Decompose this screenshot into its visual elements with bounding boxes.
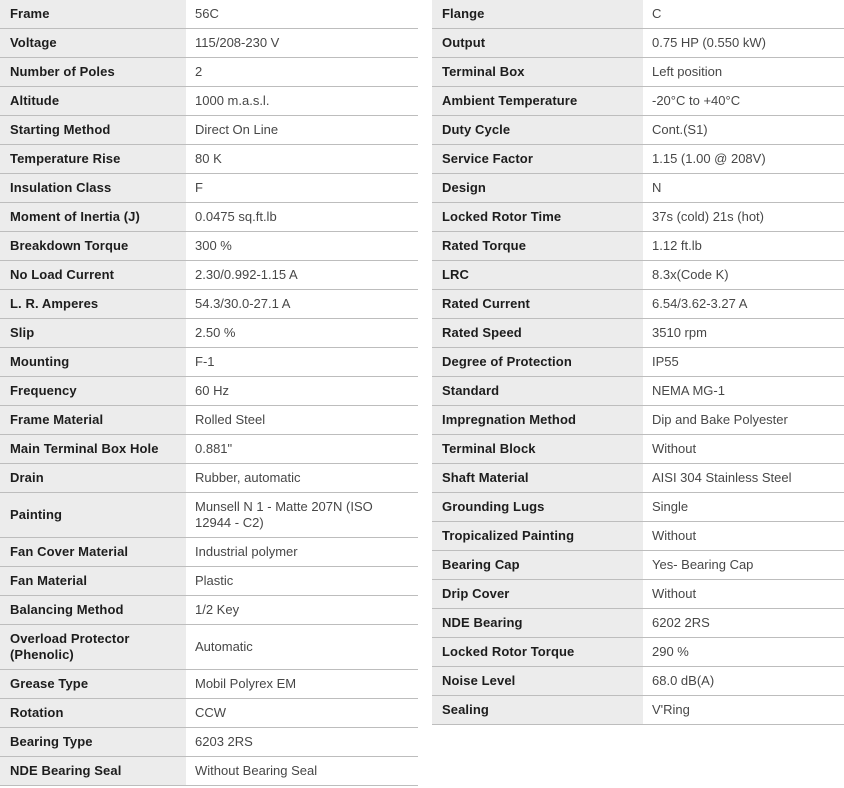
- spec-value: V'Ring: [643, 696, 844, 725]
- spec-row: [0, 348, 418, 377]
- spec-label: Locked Rotor Torque: [432, 638, 643, 667]
- spec-label: Sealing: [432, 696, 643, 725]
- spec-row: [432, 580, 844, 609]
- spec-label: Frame: [0, 0, 186, 29]
- spec-label: Voltage: [0, 29, 186, 58]
- spec-value: Automatic: [186, 625, 418, 670]
- spec-label: Insulation Class: [0, 174, 186, 203]
- spec-label: Overload Protector (Phenolic): [0, 625, 186, 670]
- spec-row: [0, 145, 418, 174]
- spec-label: Breakdown Torque: [0, 232, 186, 261]
- spec-row: [432, 116, 844, 145]
- spec-value: N: [643, 174, 844, 203]
- spec-value: Dip and Bake Polyester: [643, 406, 844, 435]
- spec-label: Frequency: [0, 377, 186, 406]
- spec-label: Design: [432, 174, 643, 203]
- spec-label: Ambient Temperature: [432, 87, 643, 116]
- spec-label: Bearing Type: [0, 728, 186, 757]
- spec-row: [0, 116, 418, 145]
- spec-value: 0.881": [186, 435, 418, 464]
- spec-row: [0, 406, 418, 435]
- spec-label: Duty Cycle: [432, 116, 643, 145]
- spec-row: [432, 87, 844, 116]
- spec-label: Bearing Cap: [432, 551, 643, 580]
- spec-value: 2.50 %: [186, 319, 418, 348]
- spec-row: [0, 728, 418, 757]
- spec-row: [0, 58, 418, 87]
- spec-row: [0, 435, 418, 464]
- spec-label: Grounding Lugs: [432, 493, 643, 522]
- spec-value: Mobil Polyrex EM: [186, 670, 418, 699]
- spec-row: [0, 567, 418, 596]
- spec-value: Yes- Bearing Cap: [643, 551, 844, 580]
- spec-row: [432, 145, 844, 174]
- spec-value: 1/2 Key: [186, 596, 418, 625]
- spec-row: [432, 348, 844, 377]
- spec-row: [0, 699, 418, 728]
- spec-row: [0, 625, 418, 670]
- spec-row: [432, 696, 844, 725]
- spec-label: NDE Bearing Seal: [0, 757, 186, 786]
- spec-value: Without Bearing Seal: [186, 757, 418, 786]
- spec-label: Temperature Rise: [0, 145, 186, 174]
- spec-value: Industrial polymer: [186, 538, 418, 567]
- spec-label: Fan Cover Material: [0, 538, 186, 567]
- spec-label: Rated Speed: [432, 319, 643, 348]
- spec-label: Grease Type: [0, 670, 186, 699]
- spec-row: [432, 203, 844, 232]
- spec-value: C: [643, 0, 844, 29]
- spec-value: 37s (cold) 21s (hot): [643, 203, 844, 232]
- spec-label: Slip: [0, 319, 186, 348]
- spec-row: [432, 319, 844, 348]
- spec-label: Rotation: [0, 699, 186, 728]
- spec-row: [432, 493, 844, 522]
- spec-value: Munsell N 1 - Matte 207N (ISO 12944 - C2): [186, 493, 418, 538]
- spec-label: Rated Torque: [432, 232, 643, 261]
- spec-value: 1.15 (1.00 @ 208V): [643, 145, 844, 174]
- spec-value: IP55: [643, 348, 844, 377]
- spec-row: [432, 377, 844, 406]
- spec-row: [0, 464, 418, 493]
- spec-label: Moment of Inertia (J): [0, 203, 186, 232]
- spec-label: Impregnation Method: [432, 406, 643, 435]
- spec-row: [432, 551, 844, 580]
- spec-row: [432, 667, 844, 696]
- spec-value: 6202 2RS: [643, 609, 844, 638]
- spec-value: 54.3/30.0-27.1 A: [186, 290, 418, 319]
- spec-row: [432, 0, 844, 29]
- spec-label: Starting Method: [0, 116, 186, 145]
- spec-row: [432, 58, 844, 87]
- spec-value: 290 %: [643, 638, 844, 667]
- spec-value: 68.0 dB(A): [643, 667, 844, 696]
- spec-label: Rated Current: [432, 290, 643, 319]
- spec-value: AISI 304 Stainless Steel: [643, 464, 844, 493]
- spec-value: 1.12 ft.lb: [643, 232, 844, 261]
- spec-label: Altitude: [0, 87, 186, 116]
- spec-value: 6203 2RS: [186, 728, 418, 757]
- spec-row: [0, 538, 418, 567]
- spec-label: Terminal Block: [432, 435, 643, 464]
- spec-label: Number of Poles: [0, 58, 186, 87]
- spec-label: Degree of Protection: [432, 348, 643, 377]
- spec-row: [432, 522, 844, 551]
- spec-value: 56C: [186, 0, 418, 29]
- spec-label: Balancing Method: [0, 596, 186, 625]
- spec-label: L. R. Amperes: [0, 290, 186, 319]
- spec-value: 2: [186, 58, 418, 87]
- spec-label: No Load Current: [0, 261, 186, 290]
- spec-value: Without: [643, 522, 844, 551]
- spec-row: [0, 493, 418, 538]
- spec-label: LRC: [432, 261, 643, 290]
- spec-value: 0.0475 sq.ft.lb: [186, 203, 418, 232]
- spec-value: Without: [643, 435, 844, 464]
- spec-value: 3510 rpm: [643, 319, 844, 348]
- spec-value: F: [186, 174, 418, 203]
- spec-row: [0, 29, 418, 58]
- spec-value: Plastic: [186, 567, 418, 596]
- spec-row: [0, 203, 418, 232]
- spec-value: Rubber, automatic: [186, 464, 418, 493]
- spec-value: 2.30/0.992-1.15 A: [186, 261, 418, 290]
- spec-row: [0, 174, 418, 203]
- spec-value: NEMA MG-1: [643, 377, 844, 406]
- spec-value: 60 Hz: [186, 377, 418, 406]
- spec-label: Fan Material: [0, 567, 186, 596]
- spec-label: Painting: [0, 493, 186, 538]
- spec-value: Single: [643, 493, 844, 522]
- spec-value: 115/208-230 V: [186, 29, 418, 58]
- spec-label: Noise Level: [432, 667, 643, 696]
- spec-row: [0, 261, 418, 290]
- spec-value: 300 %: [186, 232, 418, 261]
- spec-row: [0, 290, 418, 319]
- spec-row: [432, 174, 844, 203]
- spec-row: [432, 464, 844, 493]
- spec-table-right: [432, 0, 844, 725]
- spec-row: [432, 29, 844, 58]
- spec-row: [432, 232, 844, 261]
- spec-label: Shaft Material: [432, 464, 643, 493]
- spec-label: Service Factor: [432, 145, 643, 174]
- spec-value: CCW: [186, 699, 418, 728]
- spec-value: Direct On Line: [186, 116, 418, 145]
- spec-row: [432, 406, 844, 435]
- spec-label: Standard: [432, 377, 643, 406]
- spec-table-left: [0, 0, 418, 786]
- spec-value: 0.75 HP (0.550 kW): [643, 29, 844, 58]
- spec-value: Rolled Steel: [186, 406, 418, 435]
- spec-label: NDE Bearing: [432, 609, 643, 638]
- spec-label: Tropicalized Painting: [432, 522, 643, 551]
- spec-label: Drip Cover: [432, 580, 643, 609]
- spec-row: [0, 87, 418, 116]
- spec-value: 6.54/3.62-3.27 A: [643, 290, 844, 319]
- spec-value: F-1: [186, 348, 418, 377]
- spec-row: [432, 435, 844, 464]
- spec-label: Main Terminal Box Hole: [0, 435, 186, 464]
- spec-label: Frame Material: [0, 406, 186, 435]
- spec-row: [0, 232, 418, 261]
- spec-row: [432, 261, 844, 290]
- spec-value: Cont.(S1): [643, 116, 844, 145]
- spec-label: Flange: [432, 0, 643, 29]
- spec-row: [0, 377, 418, 406]
- spec-row: [0, 596, 418, 625]
- spec-row: [432, 609, 844, 638]
- spec-value: -20°C to +40°C: [643, 87, 844, 116]
- spec-value: 1000 m.a.s.l.: [186, 87, 418, 116]
- spec-label: Locked Rotor Time: [432, 203, 643, 232]
- spec-label: Drain: [0, 464, 186, 493]
- spec-value: 8.3x(Code K): [643, 261, 844, 290]
- spec-row: [0, 757, 418, 786]
- spec-row: [0, 0, 418, 29]
- spec-value: Without: [643, 580, 844, 609]
- spec-row: [432, 638, 844, 667]
- spec-row: [0, 670, 418, 699]
- spec-value: 80 K: [186, 145, 418, 174]
- spec-row: [0, 319, 418, 348]
- spec-value: Left position: [643, 58, 844, 87]
- spec-label: Output: [432, 29, 643, 58]
- spec-label: Mounting: [0, 348, 186, 377]
- spec-row: [432, 290, 844, 319]
- spec-label: Terminal Box: [432, 58, 643, 87]
